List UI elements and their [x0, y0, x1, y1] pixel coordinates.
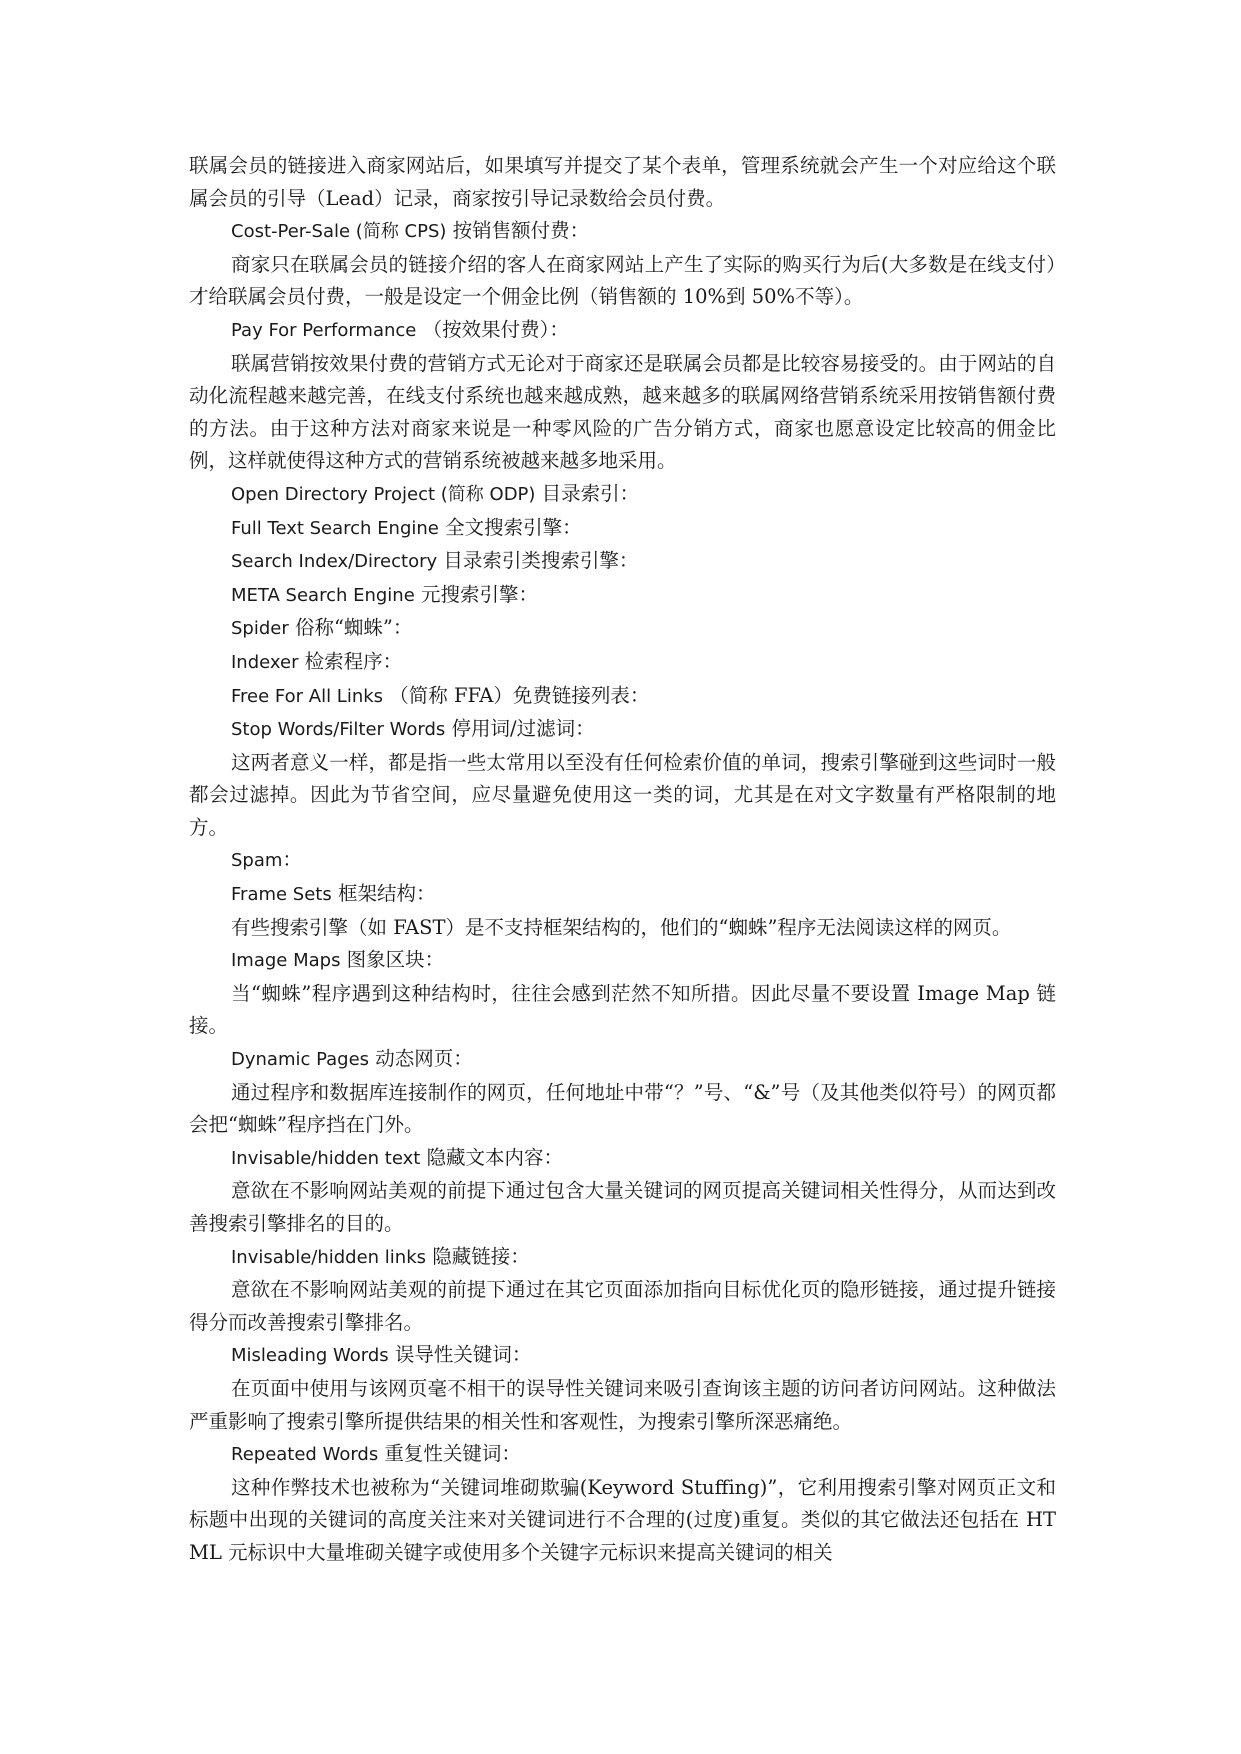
term-description: （按效果付费）： — [416, 317, 569, 341]
term-name: Search Index/Directory — [231, 551, 438, 573]
term-heading — [189, 478, 1056, 512]
term-heading — [189, 680, 1056, 714]
term-name: META Search Engine — [231, 584, 415, 606]
body-paragraph: 商家只在联属会员的链接介绍的客人在商家网站上产生了实际的购买行为后(大多数是在线支付）才给联属会员付费，一般是设定一个佣金比例（销售额的 10%到 50%不等）。 — [189, 252, 1056, 309]
term-heading — [189, 1241, 1056, 1275]
body-paragraph: 联属会员的链接进入商家网站后，如果填写并提交了某个表单，管理系统就会产生一个对应给这个联属会员的引导（Lead）记录，商家按引导记录数给会员付费。 — [189, 154, 1056, 210]
term-name: Invisable/hidden text — [231, 1147, 421, 1169]
term-description: （简称 FFA）免费链接列表： — [383, 683, 650, 707]
term-name: Full Text Search Engine — [231, 517, 439, 539]
term-name: Open Directory Project (简称 ODP) — [231, 483, 536, 505]
term-description: 元搜索引擎： — [414, 582, 538, 606]
term-description: 隐藏文本内容： — [420, 1145, 564, 1169]
body-paragraph: 通过程序和数据库连接制作的网页，任何地址中带“？”号、“&”号（及其他类似符号）的网页都会把“蜘蛛”程序挡在门外。 — [189, 1080, 1056, 1137]
term-heading — [189, 844, 1056, 878]
term-description: 动态网页： — [369, 1047, 473, 1071]
term-name: Stop Words/Filter Words — [231, 719, 446, 741]
term-heading — [189, 878, 1056, 912]
term-heading — [189, 1438, 1056, 1472]
term-description: 检索程序： — [298, 649, 403, 673]
term-description: 隐藏链接： — [426, 1244, 530, 1268]
term-description: 重复性关键词： — [378, 1442, 521, 1466]
body-paragraph: 在页面中使用与该网页毫不相干的误导性关键词来吸引查询该主题的访问者访问网站。这种做法严重影响了搜索引擎所提供结果的相关性和客观性，为搜索引擎所深恶痛绝。 — [189, 1376, 1056, 1433]
body-paragraph: 这种作弊技术也被称为“关键词堆砌欺骗(Keyword Stuffing)”，它利用搜索引擎对网页正文和标题中出现的关键词的高度关注来对关键词进行不合理的(过度)重复。类似的其它做法还包括在 HTML 元标识中大量堆砌关键字或使用多个关键字元标识来提高关键词的相关 — [189, 1475, 1056, 1564]
body-paragraph: 有些搜索引擎（如 FAST）是不支持框架结构的，他们的“蜘蛛”程序无法阅读这样的网页。 — [231, 915, 1012, 939]
term-heading — [189, 1142, 1056, 1176]
term-heading — [189, 1043, 1056, 1077]
term-name: Pay For Performance — [231, 319, 417, 341]
term-name: Spider — [231, 618, 289, 640]
term-heading — [189, 1339, 1056, 1373]
body-paragraph: 当“蜘蛛”程序遇到这种结构时，往往会感到茫然不知所措。因此尽量不要设置 Image Map 链接。 — [189, 981, 1056, 1038]
term-name: Misleading Words — [231, 1345, 389, 1367]
term-name: Indexer — [231, 651, 299, 673]
term-description: ： — [282, 848, 302, 872]
term-heading — [189, 944, 1056, 978]
term-name: Cost-Per-Sale (简称 CPS) — [231, 221, 447, 243]
term-name: Image Maps — [231, 950, 341, 972]
term-description: 误导性关键词： — [388, 1343, 532, 1367]
term-name: Dynamic Pages — [231, 1049, 370, 1071]
term-name: Repeated Words — [231, 1444, 379, 1466]
term-name: Invisable/hidden links — [231, 1246, 427, 1268]
term-description: 按销售额付费： — [446, 219, 590, 243]
term-heading — [189, 545, 1056, 579]
term-heading — [189, 646, 1056, 680]
term-heading — [189, 579, 1056, 613]
term-heading — [189, 512, 1056, 546]
term-name: Free For All Links — [231, 685, 384, 707]
body-paragraph: 意欲在不影响网站美观的前提下通过包含大量关键词的网页提高关键词相关性得分，从而达到改善搜索引擎排名的目的。 — [189, 1179, 1056, 1235]
document-body — [189, 150, 1056, 1570]
term-heading — [189, 713, 1056, 747]
term-description: 目录索引类搜索引擎： — [437, 549, 639, 573]
term-heading — [189, 612, 1056, 646]
term-description: 目录索引： — [535, 481, 640, 505]
term-name: Frame Sets — [231, 884, 332, 906]
body-paragraph: 这两者意义一样，都是指一些太常用以至没有任何检索价值的单词，搜索引擎碰到这些词时一般都会过滤掉。因此为节省空间，应尽量避免使用这一类的词，尤其是在对文字数量有严格限制的地方。 — [189, 750, 1056, 839]
term-description: 图象区块： — [340, 948, 445, 972]
term-description: 停用词/过滤词： — [445, 717, 595, 741]
term-description: 俗称“蜘蛛”： — [288, 616, 413, 640]
term-heading — [189, 314, 1056, 348]
body-paragraph: 联属营销按效果付费的营销方式无论对于商家还是联属会员都是比较容易接受的。由于网站的自动化流程越来越完善，在线支付系统也越来越成熟，越来越多的联属网络营销系统采用按销售额付费的方法。由于这种方法对商家来说是一种零风险的广告分销方式，商家也愿意设定比较高的佣金比例，这样就使得这种方式的营销系统被越来越多地采用。 — [189, 351, 1056, 473]
term-heading — [189, 215, 1056, 249]
term-name: Spam — [231, 850, 283, 872]
term-description: 全文搜索引擎： — [438, 515, 582, 539]
body-paragraph: 意欲在不影响网站美观的前提下通过在其它页面添加指向目标优化页的隐形链接，通过提升链接得分而改善搜索引擎排名。 — [189, 1278, 1056, 1334]
term-description: 框架结构： — [331, 882, 436, 906]
